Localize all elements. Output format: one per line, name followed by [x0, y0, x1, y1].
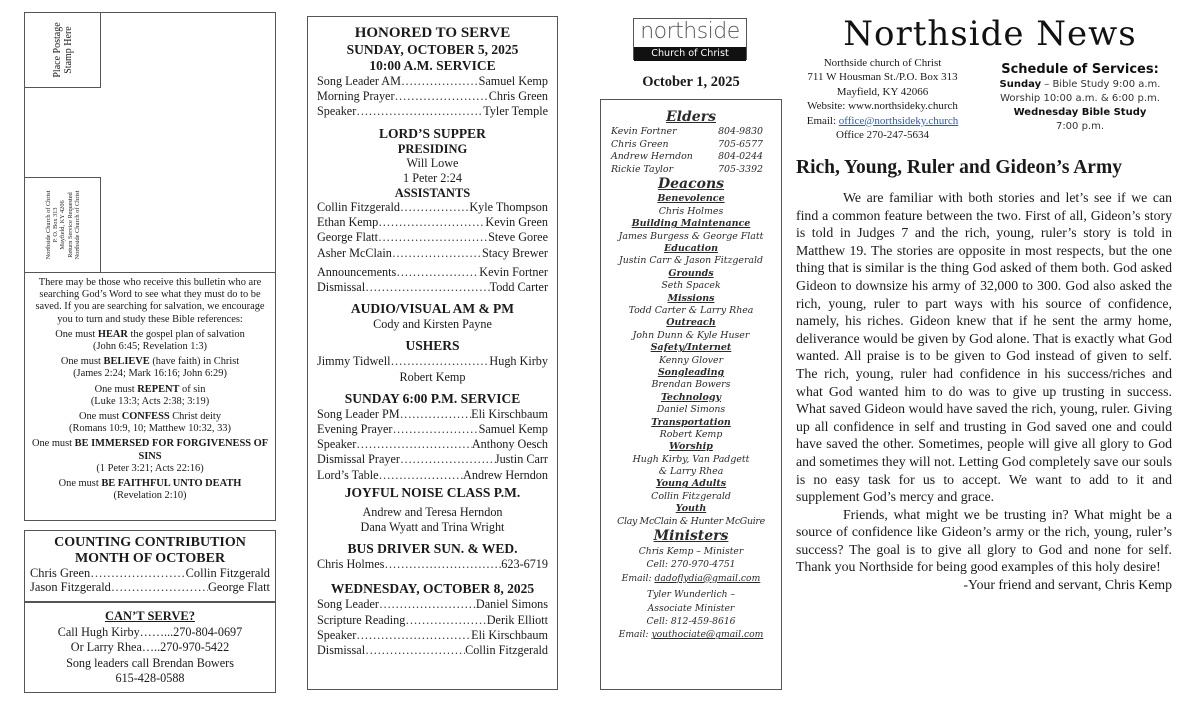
- address-line: Northside church of Christ: [823, 57, 942, 69]
- joyful-names: Dana Wyatt and Trina Wright: [360, 520, 505, 535]
- salvation-step: One must BE FAITHFUL UNTO DEATH (Revelation 2:10): [58, 478, 242, 502]
- joyful-names: Andrew and Teresa Herndon: [362, 504, 503, 519]
- cant-serve-line: 615-428-0588: [115, 671, 185, 685]
- office-email-link[interactable]: office@northsideky.church: [838, 114, 959, 127]
- duty-row: Lord’s Table ………………………………………………………………………………………… Andrew Herndon: [317, 468, 548, 483]
- return-line: P. O. Box 313: [51, 207, 59, 243]
- article-signature: -Your friend and servant, Chris Kemp: [963, 577, 1172, 593]
- salvation-step: One must CONFESS Christ deity (Romans 10:9, 10; Matthew 10:32, 33): [69, 411, 231, 435]
- counting-row: Jason Fitzgerald ………………………………………………………………………………………… George Flatt: [30, 580, 270, 594]
- duty-row: Dismissal Prayer ………………………………………………………………………………………… Justin Carr: [317, 452, 548, 467]
- deacon-area: Grounds: [668, 267, 714, 279]
- elder-row: Rickie Taylor 705-3392: [611, 163, 763, 175]
- duty-row: Evening Prayer ………………………………………………………………………………………… Samuel Kemp: [317, 422, 548, 437]
- cant-serve-line: Or Larry Rhea…..270-970-5422: [70, 640, 230, 654]
- deacon-area: Building Maintenance: [631, 218, 751, 230]
- honored-date: SUNDAY, OCTOBER 5, 2025: [346, 42, 519, 57]
- duty-row: Scripture Reading ………………………………………………………………………………………… Derik Elliott: [317, 613, 548, 628]
- associate-minister-title: Associate Minister: [647, 602, 735, 614]
- return-line: Return Service Requested: [66, 192, 74, 258]
- cant-serve-panel: [24, 602, 276, 693]
- av-title: AUDIO/VISUAL AM & PM: [350, 301, 515, 317]
- deacon-names: Clay McClain & Hunter McGuire: [617, 515, 765, 527]
- scripture-ref: (Revelation 2:10): [113, 490, 187, 502]
- duty-row: Dismissal ………………………………………………………………………………………… Todd Carter: [317, 280, 548, 295]
- wednesday-label: Wednesday Bible Study: [1013, 107, 1147, 118]
- duty-row: Song Leader PM ………………………………………………………………………………………… Eli Kirschbaum: [317, 407, 548, 422]
- deacon-area: Technology: [660, 391, 722, 403]
- scripture-ref: (Romans 10:9, 10; Matthew 10:32, 33): [69, 423, 231, 435]
- article-body: [796, 189, 1172, 594]
- deacon-names: Todd Carter & Larry Rhea: [628, 305, 754, 317]
- bus-row: Chris Holmes ………………………………………………………………………………………… 623-6719: [317, 557, 548, 572]
- presiding-ref: 1 Peter 2:24: [403, 170, 462, 185]
- article-paragraph: Friends, what might we be trusting in? What might be a source of confidence like Gideon’s army or the rich, young, ruler’s success? The goal is to give all glory to God and none for self. Thank you Northside for being good examples of this holy desire!: [796, 506, 1172, 575]
- salvation-step: One must BE IMMERSED FOR FORGIVENESS OF SINS (1 Peter 3:21; Acts 22:16): [31, 438, 269, 474]
- office-phone: Office 270-247-5634: [836, 129, 929, 142]
- elder-row: Andrew Herndon 804-0244: [611, 151, 763, 163]
- duty-row: Song Leader AM ………………………………………………………………………………………… Samuel Kemp: [317, 74, 548, 89]
- deacon-area: Songleading: [657, 366, 725, 378]
- cant-serve-line: Call Hugh Kirby……...270-804-0697: [57, 624, 243, 639]
- elder-row: Chris Green 705-6577: [611, 138, 763, 150]
- deacons-title: Deacons: [657, 176, 725, 193]
- deacon-names: Robert Kemp: [659, 429, 723, 441]
- duty-row: Morning Prayer ………………………………………………………………………………………… Chris Green: [317, 89, 548, 104]
- honored-to-serve-panel: [307, 16, 558, 690]
- presiding-name: Will Lowe: [406, 155, 459, 170]
- scripture-ref: (Luke 13:3; Acts 2:38; 3:19): [90, 395, 210, 407]
- assistant-row: Ethan Kemp ………………………………………………………………………………………… Kevin Green: [317, 215, 548, 230]
- duty-row: Announcements ………………………………………………………………………………………… Kevin Fortner: [317, 265, 548, 280]
- joyful-noise-title: JOYFUL NOISE CLASS P.M.: [344, 484, 521, 500]
- deacon-area: Missions: [667, 292, 715, 304]
- salvation-step: One must REPENT of sin (Luke 13:3; Acts 2:38; 3:19): [90, 383, 210, 407]
- church-address-block: [790, 56, 975, 142]
- duty-row: Speaker ………………………………………………………………………………………… Tyler Temple: [317, 104, 548, 119]
- associate-minister-email-line: Email: youthociate@gmail.com: [618, 629, 764, 641]
- deacon-area: Education: [664, 242, 718, 254]
- staff-panel: [600, 99, 782, 690]
- av-names: Cody and Kirsten Payne: [373, 317, 492, 332]
- counting-row: Chris Green ………………………………………………………………………………………… Collin Fitzgerald: [30, 566, 270, 580]
- honored-title: HONORED TO SERVE: [354, 25, 511, 41]
- salvation-step: One must BELIEVE (have faith) in Christ (James 2:24; Mark 16:16; John 6:29): [60, 356, 240, 380]
- wednesday-title: WEDNESDAY, OCTOBER 8, 2025: [330, 581, 535, 597]
- deacon-area: Benevolence: [657, 193, 725, 205]
- website-line: Website: www.northsideky.church: [807, 100, 958, 113]
- associate-minister-name: Tyler Wunderlich –: [646, 589, 736, 601]
- minister-cell: Cell: 270-970-4751: [646, 559, 736, 571]
- bulletin-date: October 1, 2025: [642, 74, 740, 90]
- deacon-area: Worship: [669, 441, 713, 453]
- deacon-names: Daniel Simons: [656, 404, 726, 416]
- salvation-panel: [24, 272, 276, 521]
- sunday-schedule: Sunday – Bible Study 9:00 a.m.: [999, 79, 1161, 90]
- deacon-names: Seth Spacek: [661, 280, 721, 292]
- stamp-label-line1: Place Postage: [51, 22, 63, 78]
- deacon-area: Youth: [675, 503, 707, 515]
- stamp-label-line2: Stamp Here: [62, 26, 74, 74]
- schedule-title: Schedule of Services:: [1001, 62, 1159, 77]
- ministers-title: Ministers: [653, 528, 729, 545]
- salvation-step: One must HEAR the gospel plan of salvation (John 6:45; Revelation 1:3): [55, 328, 245, 353]
- duty-row: Song Leader ………………………………………………………………………………………… Daniel Simons: [317, 597, 548, 612]
- salvation-intro: There may be those who receive this bulletin who are searching God’s Word to see what they must do to be saved. If you are searching for salvation, we encourage you to turn and study these Bible references:: [35, 277, 265, 325]
- deacon-area: Safety/Internet: [650, 342, 732, 354]
- counting-contribution-panel: [24, 530, 276, 602]
- cant-serve-line: Song leaders call Brendan Bowers: [66, 655, 234, 670]
- email-line: Email: office@northsideky.church: [806, 114, 959, 127]
- am-service-title: 10:00 A.M. SERVICE: [369, 58, 496, 73]
- counting-title: COUNTING CONTRIBUTION: [54, 535, 246, 550]
- pm-service-title: SUNDAY 6:00 P.M. SERVICE: [344, 390, 521, 406]
- address-line: Mayfield, KY 42066: [836, 85, 929, 98]
- church-logo: [633, 18, 747, 60]
- newsletter-masthead: Northside News: [843, 14, 1137, 54]
- address-line: 711 W Housman St./P.O. Box 313: [807, 71, 958, 84]
- assistant-row: Collin Fitzgerald ………………………………………………………………………………………… Kyle Thompson: [317, 200, 548, 215]
- associate-minister-cell: Cell: 812-459-8616: [646, 616, 736, 628]
- assistant-row: Asher McClain ………………………………………………………………………………………… Stacy Brewer: [317, 246, 548, 261]
- presiding-label: PRESIDING: [397, 141, 468, 156]
- scripture-ref: (John 6:45; Revelation 1:3): [93, 341, 207, 353]
- scripture-ref: (1 Peter 3:21; Acts 22:16): [96, 462, 204, 474]
- deacon-names: & Larry Rhea: [658, 466, 724, 478]
- assistant-row: George Flatt ………………………………………………………………………………………… Steve Goree: [317, 230, 548, 245]
- ushers-extra: Robert Kemp: [399, 369, 466, 384]
- bus-driver-title: BUS DRIVER SUN. & WED.: [347, 541, 518, 557]
- wednesday-time: 7:00 p.m.: [1055, 121, 1105, 132]
- return-line: Northside Church of Christ: [44, 190, 52, 260]
- deacon-names: Collin Fitzgerald: [651, 490, 731, 502]
- associate-minister-email-link[interactable]: youthociate@gmail.com: [651, 629, 764, 641]
- cant-serve-title: CAN’T SERVE?: [105, 609, 195, 623]
- ushers-title: USHERS: [405, 338, 460, 354]
- deacon-names: Kenny Glover: [658, 354, 724, 366]
- deacon-area: Transportation: [651, 416, 731, 428]
- counting-month: MONTH OF OCTOBER: [74, 550, 226, 566]
- minister-name: Chris Kemp – Minister: [638, 546, 744, 558]
- postage-stamp-box: [24, 12, 101, 88]
- lords-supper-title: LORD’S SUPPER: [379, 125, 486, 141]
- deacon-names: Brendan Bowers: [651, 379, 731, 391]
- duty-row: Speaker ………………………………………………………………………………………… Eli Kirschbaum: [317, 628, 548, 643]
- return-address-box: [24, 177, 101, 273]
- elder-row: Kevin Fortner 804-9830: [611, 126, 763, 137]
- worship-schedule: Worship 10:00 a.m. & 6:00 p.m.: [1000, 93, 1160, 104]
- duty-row: Dismissal ………………………………………………………………………………………… Collin Fitzgerald: [317, 643, 548, 658]
- return-line: Mayfield, KY 4206: [58, 200, 66, 250]
- elders-title: Elders: [666, 109, 716, 125]
- deacon-names: Justin Carr & Jason Fitzgerald: [618, 255, 764, 267]
- minister-email-line: Email: dadoflydia@gmail.com: [621, 572, 761, 584]
- article-paragraph: We are familiar with both stories and let’s see if we can find a common feature between the two. First of all, Gideon’s story is told in Judges 7 and the rich, young, ruler’s story is told in Matthew 19. The stories are opposite in most respects, but the one thing that is similar is the thing God asked of them both. God asked Gideon to downsize his army of 32,000 to 300. God also asked the rich, young, ruler to part ways with his source of confidence, namely, his riches. Gideon knew that if he sent the army home, deliverance would be given by God alone. That is exactly what God wanted. All praise is to be given to God instead of given to self. The rich, young, ruler had confidence in his success/riches and what God wanted him to do was to give up trusting in success. What saved Gideon would have saved the rich, young, ruler. Giving up all confidence in self and trusting in God saved one and could have saved the other. Sometimes, people will give all glory to God and sometimes they will not. Letting God completely save our souls is no easy task for us to accept. We want to add to it and supplement God’s mercy and grace.: [796, 190, 1172, 505]
- scripture-ref: (James 2:24; Mark 16:16; John 6:29): [73, 368, 227, 380]
- logo-wordmark: northside: [640, 19, 740, 44]
- deacon-area: Outreach: [666, 317, 716, 329]
- logo-banner: Church of Christ: [634, 47, 746, 61]
- article-title: Rich, Young, Ruler and Gideon’s Army: [796, 157, 1122, 178]
- ushers-row: Jimmy Tidwell ………………………………………………………………………………………… Hugh Kirby: [317, 354, 548, 369]
- duty-row: Speaker ………………………………………………………………………………………… Anthony Oesch: [317, 437, 548, 452]
- deacon-names: Hugh Kirby, Van Padgett: [632, 453, 750, 465]
- return-line: Northside Church of Christ: [73, 190, 81, 260]
- deacon-names: Chris Holmes: [658, 205, 724, 217]
- minister-email-link[interactable]: dadoflydia@gmail.com: [654, 572, 761, 584]
- deacon-area: Young Adults: [655, 478, 727, 490]
- deacon-names: John Dunn & Kyle Huser: [632, 329, 750, 341]
- deacon-names: James Burgess & George Flatt: [618, 230, 764, 242]
- assistants-label: ASSISTANTS: [394, 186, 471, 201]
- schedule-of-services: [975, 62, 1185, 134]
